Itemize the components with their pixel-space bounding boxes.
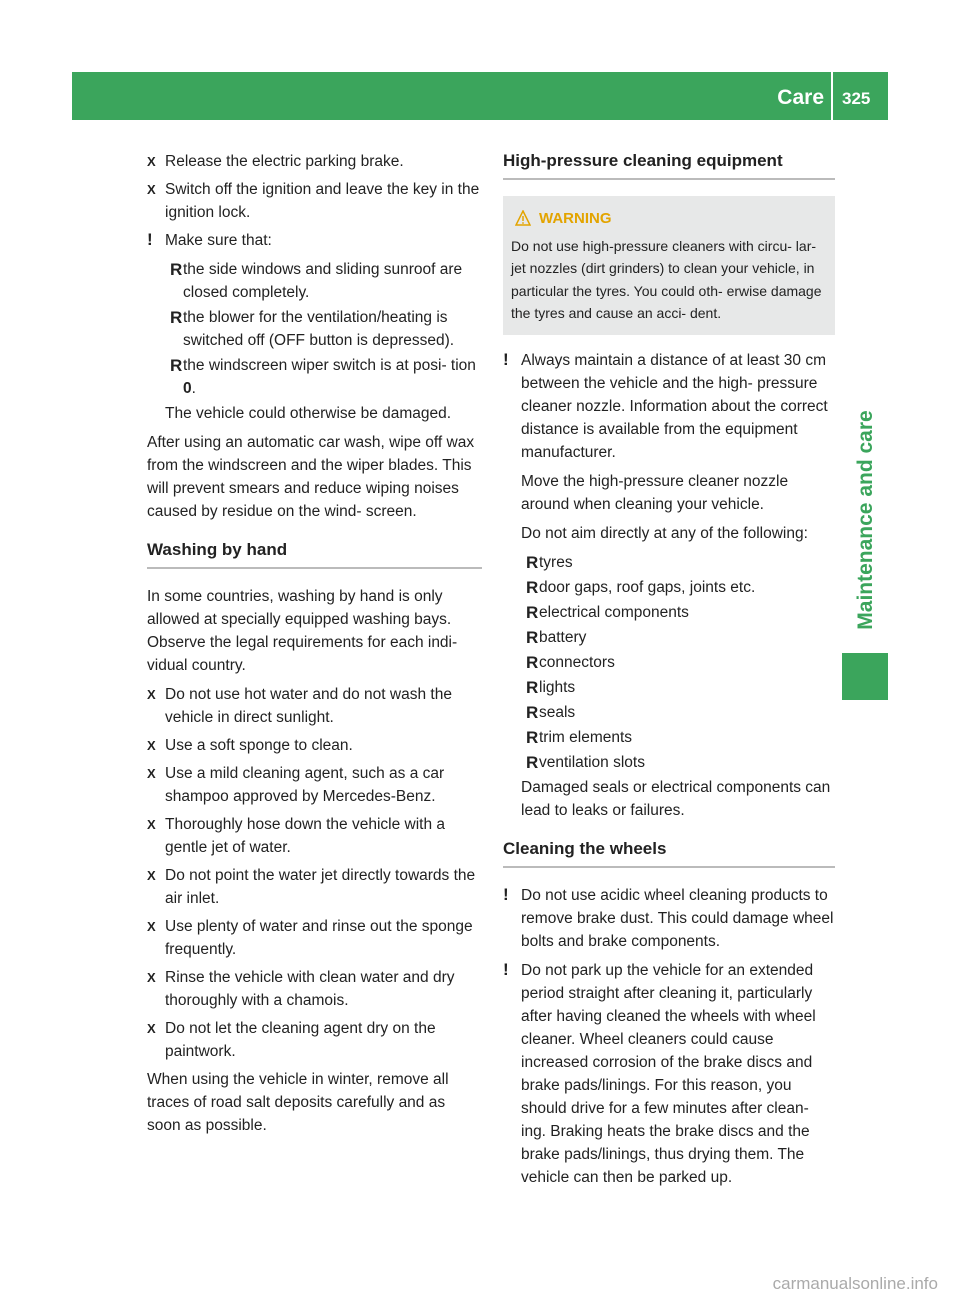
instruction-step: X Do not use hot water and do not wash the vehicle in direct sunlight. — [147, 683, 482, 729]
caution-note: ! Always maintain a distance of at least 30 cm between the vehicle and the high- pressure cleaner nozzle. Information about the correct distance is available from the equipment manufacturer. Move the high-pressure cleaner nozzle around when cleaning your vehicle. Do not aim directly at any of the following: R tyres R door gaps, roof gaps, joints etc. R electrical components R battery R connectors R lights R seals R trim elements R ventilation slots Damaged seals or electrical components can lead to leaks or failures. — [503, 349, 835, 822]
page-number: 325 — [842, 89, 871, 108]
bullet-icon: R — [526, 727, 539, 747]
step-arrow-icon: X — [147, 1021, 156, 1036]
section-title: Care — [777, 86, 824, 109]
list-item: R battery — [526, 627, 587, 647]
paragraph: When using the vehicle in winter, remove all traces of road salt deposits carefully and as soon as possible. — [147, 1071, 449, 1134]
list-item: R door gaps, roof gaps, joints etc. — [526, 577, 756, 597]
left-column — [147, 150, 482, 1143]
exclamation-icon: ! — [503, 959, 509, 979]
instruction-step: X Do not let the cleaning agent dry on the paintwork. — [147, 1017, 482, 1063]
list-item: R the blower for the ventilation/heating is switched off (OFF button is depressed). — [170, 308, 455, 349]
bullet-icon: R — [526, 702, 539, 722]
instruction-step: X Use a mild cleaning agent, such as a car shampoo approved by Mercedes-Benz. — [147, 762, 482, 808]
list-item: R trim elements — [526, 727, 633, 747]
step-arrow-icon: X — [147, 687, 156, 702]
list-item: R connectors — [526, 652, 615, 672]
instruction-step: X Switch off the ignition and leave the key in the ignition lock. — [147, 178, 482, 224]
step-arrow-icon: X — [147, 182, 156, 197]
step-arrow-icon: X — [147, 766, 156, 781]
instruction-step: X Rinse the vehicle with clean water and dry thoroughly with a chamois. — [147, 966, 482, 1012]
side-tab-marker — [842, 653, 888, 700]
instruction-step: X Do not point the water jet directly towards the air inlet. — [147, 864, 482, 910]
exclamation-icon: ! — [503, 349, 509, 369]
warning-text: Do not use high-pressure cleaners with circu- lar-jet nozzles (dirt grinders) to clean your vehicle, in particular the tyres. You could oth- erwise damage the tyres and cause an acci- dent. — [511, 237, 822, 321]
list-item: R electrical components — [526, 602, 689, 622]
bullet-icon: R — [526, 752, 539, 772]
watermark: carmanualsonline.info — [772, 1274, 938, 1293]
bullet-icon: R — [170, 308, 183, 327]
section-heading: Cleaning the wheels — [503, 838, 835, 868]
header-bar — [72, 72, 888, 120]
list-item: R the side windows and sliding sunroof are closed completely. — [170, 260, 463, 301]
list-item: R the windscreen wiper switch is at posi- tion 0. — [170, 356, 476, 397]
instruction-step: X Use plenty of water and rinse out the sponge frequently. — [147, 915, 482, 961]
list-item: R tyres — [526, 552, 573, 572]
list-item: R ventilation slots — [526, 752, 645, 772]
instruction-step: X Thoroughly hose down the vehicle with a gentle jet of water. — [147, 813, 482, 859]
header-divider — [831, 72, 833, 120]
section-heading: Washing by hand — [147, 539, 482, 569]
bullet-icon: R — [526, 552, 539, 572]
step-arrow-icon: X — [147, 868, 156, 883]
caution-note: ! Do not park up the vehicle for an extended period straight after cleaning it, particularly after having cleaned the wheels with wheel cleaner. Wheel cleaners could cause increased corrosion of the brake discs and brake pads/linings. For this reason, you should drive for a few minutes after clean- ing. Braking heats the brake discs and the brake pads/linings, thus drying them. The vehicle can then be parked up. — [503, 959, 816, 1186]
warning-title: WARNING — [539, 210, 612, 227]
warning-box — [503, 196, 835, 335]
step-arrow-icon: X — [147, 738, 156, 753]
bullet-icon: R — [170, 260, 183, 279]
bullet-icon: R — [526, 652, 539, 672]
step-arrow-icon: X — [147, 817, 156, 832]
bullet-icon: R — [526, 677, 539, 697]
step-arrow-icon: X — [147, 970, 156, 985]
paragraph: After using an automatic car wash, wipe off wax from the windscreen and the wiper blades. This will prevent smears and reduce wiping noises caused by residue on the wind- screen. — [147, 434, 475, 520]
paragraph: In some countries, washing by hand is only allowed at specially equipped washing bays. Observe the legal requirements for each indi- vidual country. — [147, 588, 458, 674]
list-item: R seals — [526, 702, 576, 722]
caution-note: ! Make sure that: R the side windows and sliding sunroof are closed completely. R the blower for the ventilation/heating is switched off (OFF button is depressed). R the windscreen wiper switch is at posi- tion 0. The vehicle could otherwise be damaged. — [147, 229, 482, 425]
bullet-icon: R — [526, 602, 539, 622]
section-heading: High-pressure cleaning equipment — [503, 150, 835, 180]
exclamation-icon: ! — [503, 884, 509, 904]
instruction-step: X Use a soft sponge to clean. — [147, 734, 482, 757]
bullet-icon: R — [526, 577, 539, 597]
step-arrow-icon: X — [147, 919, 156, 934]
right-column — [503, 150, 835, 1195]
list-item: R lights — [526, 677, 576, 697]
warning-triangle-icon — [515, 210, 531, 226]
exclamation-icon: ! — [147, 230, 153, 249]
instruction-step: X Release the electric parking brake. — [147, 150, 482, 173]
side-tab-label: Maintenance and care — [854, 410, 877, 630]
caution-note: ! Do not use acidic wheel cleaning products to remove brake dust. This could damage wheel bolts and brake components. — [503, 884, 834, 950]
bullet-icon: R — [526, 627, 539, 647]
bullet-icon: R — [170, 356, 183, 375]
step-arrow-icon: X — [147, 154, 156, 169]
